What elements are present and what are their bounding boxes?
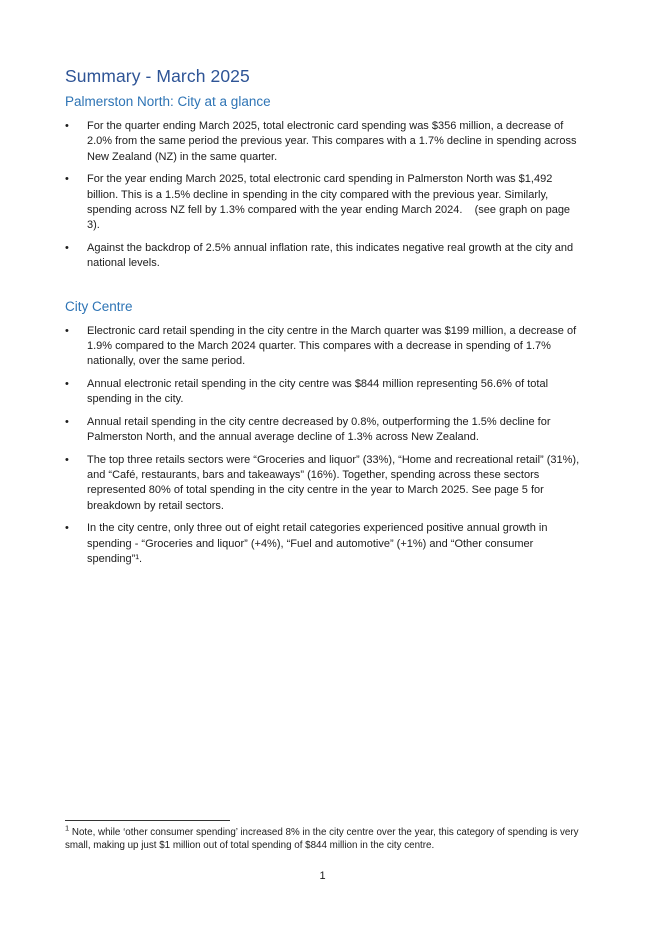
- list-item: [65, 377, 582, 408]
- list-item: [65, 119, 582, 165]
- bullet-text: Against the backdrop of 2.5% annual inflation rate, this indicates negative real growth at the city and national levels.: [87, 241, 574, 270]
- bullet-text: In the city centre, only three out of eight retail categories experienced positive annual growth in spending - “Groceries and liquor” (+4%), “Fuel and automotive” (+1%) and “Other consumer spending”¹.: [87, 522, 548, 565]
- footnote: [65, 820, 582, 852]
- bullet-text: Electronic card retail spending in the city centre in the March quarter was $199 million, a decrease of 1.9% compared to the March 2024 quarter. This compares with a decrease in spending of 1.7% nationally, over the same period.: [87, 324, 577, 368]
- bullet-text: Annual electronic retail spending in the city centre was $844 million representing 56.6% of total spending in the city.: [87, 377, 549, 406]
- bullet-icon: •: [65, 324, 69, 337]
- bullet-text: The top three retails sectors were “Groceries and liquor” (33%), “Home and recreational retail” (31%), and “Café, restaurants, bars and takeaways” (16%). Together, spending across these sectors represented 80% of total spending in the city centre in the year to March 2025. See page 5 for breakdown by retail sectors.: [87, 453, 580, 512]
- bullet-icon: •: [65, 241, 69, 254]
- section-heading-city-at-a-glance: Palmerston North: City at a glance: [65, 94, 271, 109]
- bullet-icon: •: [65, 120, 69, 132]
- bullet-icon: •: [65, 453, 69, 466]
- list-item: [65, 415, 582, 446]
- list-item: [65, 324, 582, 370]
- footnote-divider: [65, 820, 230, 821]
- list-item: [65, 521, 582, 567]
- list-item: [65, 172, 582, 234]
- page-number: 1: [319, 870, 326, 882]
- bullet-text: For the quarter ending March 2025, total electronic card spending was $356 million, a decrease of 2.0% from the same period the previous year. This compares with a 1.7% decline in spending across New Zealand (NZ) in the same quarter.: [87, 120, 577, 163]
- section-heading-city-centre: City Centre: [65, 298, 133, 314]
- document-body: [65, 66, 582, 574]
- bullet-text: For the year ending March 2025, total electronic card spending in Palmerston North was $1,492 billion. This is a 1.5% decline in spending in the city compared with the previous year. Similarly, spending across NZ fell by 1.3% compared with the year ending March 2024. (see graph on page 3).: [87, 173, 571, 232]
- list-item: [65, 241, 582, 272]
- bullet-icon: •: [65, 415, 69, 428]
- bullet-icon: •: [65, 522, 69, 535]
- bullet-icon: •: [65, 377, 69, 390]
- footnote-text: $^1$ Note, while ‘other consumer spending’ increased 8% in the city centre over the year, this category of spending is very small, making up just $1 million out of total spending of $844 million in the city centre.: [65, 823, 579, 851]
- list-item: [65, 453, 582, 515]
- bullet-icon: •: [65, 173, 69, 186]
- footnote-marker: 1: [65, 823, 70, 833]
- document-title: Summary - March 2025: [65, 66, 250, 86]
- bullet-text: Annual retail spending in the city centre decreased by 0.8%, outperforming the 1.5% decline for Palmerston North, and the annual average decline of 1.3% across New Zealand.: [87, 415, 551, 444]
